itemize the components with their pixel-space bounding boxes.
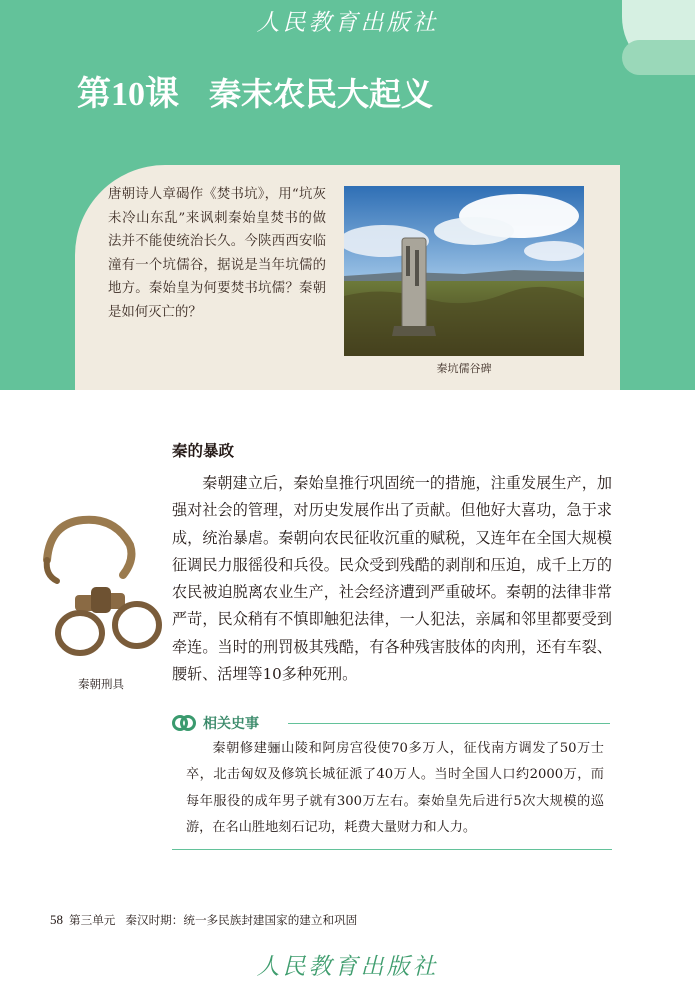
photo-caption: 秦坑儒谷碑: [436, 362, 492, 375]
footer-unit: 第三单元: [69, 913, 116, 927]
related-divider-top: [288, 723, 610, 724]
stele-photo: [344, 186, 584, 356]
page-number: 58: [50, 912, 63, 927]
section-heading: 秦的暴政: [172, 442, 235, 460]
lesson-number: 第10课: [77, 76, 179, 113]
shackles-image: [35, 515, 170, 665]
figure-caption: 秦朝刑具: [78, 677, 124, 691]
related-divider-bottom: [172, 849, 612, 850]
related-title: 相关史事: [203, 716, 259, 732]
publisher-logo: 人民教育出版社: [256, 10, 439, 36]
lesson-title: [77, 66, 433, 115]
related-text: 秦朝修建骊山陵和阿房宫役使70多万人，征伐南方调发了50万士卒，北击匈奴及修筑长城征派了40万人。当时全国人口约2000万，而每年服役的成年男子就有300万左右。秦始皇先后进行5次大规模的巡游，在名山胜地刻石记功，耗费大量财力和人力。: [186, 741, 604, 835]
footer-unit-title: 秦汉时期：统一多民族封建国家的建立和巩固: [125, 913, 358, 927]
related-history-icon: [172, 711, 196, 735]
page-footer: [50, 912, 357, 928]
corner-decoration-inner: [622, 40, 695, 75]
lesson-title-text: 秦末农民大起义: [209, 75, 434, 113]
publisher-logo-footer: 人民教育出版社: [256, 954, 439, 980]
intro-text: 唐朝诗人章碣作《焚书坑》，用“坑灰未冷山东乱”来讽刺秦始皇焚书的做法并不能使统治长久。今陕西西安临潼有一个坑儒谷，据说是当年坑儒的地方。秦始皇为何要焚书坑儒？秦朝是如何灭亡的？: [108, 187, 326, 320]
section-body: 秦朝建立后，秦始皇推行巩固统一的措施，注重发展生产，加强对社会的管理，对历史发展作出了贡献。但他好大喜功，急于求成，统治暴虐。秦朝向农民征收沉重的赋税，又连年在全国大规模征调民力服徭役和兵役。民众受到残酷的剥削和压迫，成千上万的农民被迫脱离农业生产，社会经济遭到严重破坏。秦朝的法律非常严苛，民众稍有不慎即触犯法律，一人犯法，亲属和邻里都要受到牵连。当时的刑罚极其残酷，有各种残害肢体的肉刑，还有车裂、腰斩、活埋等10多种死刑。: [172, 474, 612, 684]
